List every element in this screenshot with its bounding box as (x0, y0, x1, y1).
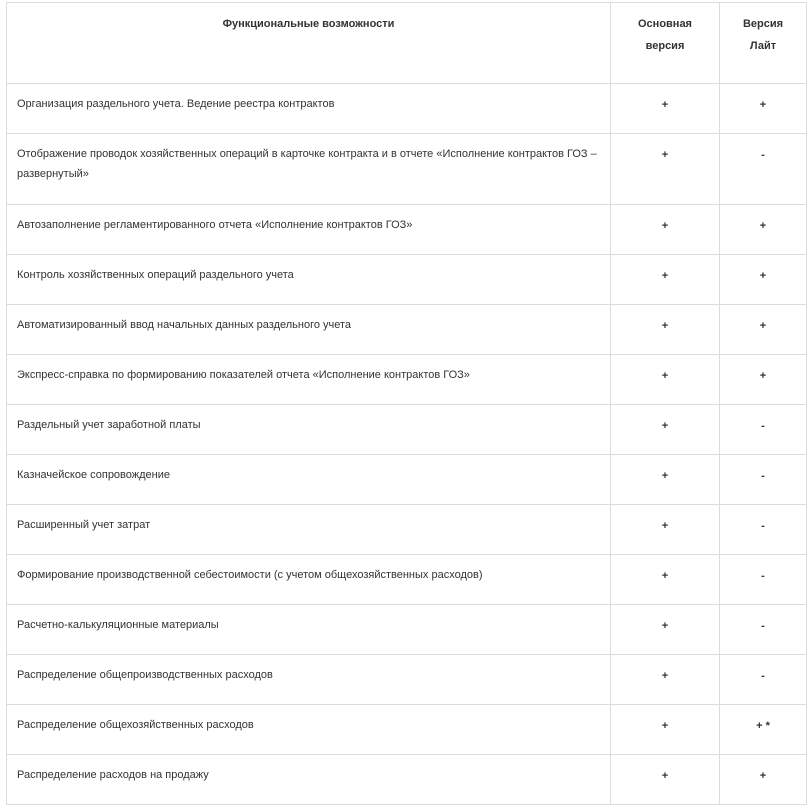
feature-cell: Распределение общехозяйственных расходов (7, 705, 611, 755)
table-row (7, 255, 807, 305)
main-version-cell: + (611, 705, 720, 755)
header-main-version (611, 3, 720, 84)
lite-version-cell: + * (720, 705, 807, 755)
lite-version-cell: - (720, 405, 807, 455)
feature-cell: Автозаполнение регламентированного отчета «Исполнение контрактов ГОЗ» (7, 205, 611, 255)
table-row (7, 455, 807, 505)
feature-cell: Организация раздельного учета. Ведение реестра контрактов (7, 84, 611, 134)
lite-version-cell: + (720, 205, 807, 255)
main-version-cell: + (611, 405, 720, 455)
table-row (7, 134, 807, 205)
main-version-cell: + (611, 655, 720, 705)
feature-cell: Раздельный учет заработной платы (7, 405, 611, 455)
feature-cell: Автоматизированный ввод начальных данных раздельного учета (7, 305, 611, 355)
header-lite-line2: Лайт (749, 40, 777, 52)
table-row (7, 555, 807, 605)
features-comparison-table (6, 2, 807, 805)
table-row (7, 605, 807, 655)
table-row (7, 84, 807, 134)
header-features-label: Функциональные возможности (222, 18, 395, 30)
main-version-cell: + (611, 305, 720, 355)
header-row (7, 3, 807, 84)
main-version-cell: + (611, 255, 720, 305)
header-main-line2: версия (645, 40, 685, 52)
feature-cell: Распределение общепроизводственных расходов (7, 655, 611, 705)
main-version-cell: + (611, 355, 720, 405)
feature-cell: Казначейское сопровождение (7, 455, 611, 505)
table-header (7, 3, 807, 84)
feature-cell: Контроль хозяйственных операций раздельного учета (7, 255, 611, 305)
lite-version-cell: - (720, 605, 807, 655)
table-row (7, 755, 807, 805)
table-row (7, 505, 807, 555)
feature-cell: Формирование производственной себестоимости (с учетом общехозяйственных расходов) (7, 555, 611, 605)
feature-cell: Расширенный учет затрат (7, 505, 611, 555)
header-lite-version (720, 3, 807, 84)
main-version-cell: + (611, 555, 720, 605)
lite-version-cell: + (720, 305, 807, 355)
table-row (7, 405, 807, 455)
table-row (7, 305, 807, 355)
table-row (7, 205, 807, 255)
table-body (7, 84, 807, 805)
lite-version-cell: - (720, 455, 807, 505)
main-version-cell: + (611, 755, 720, 805)
table-row (7, 705, 807, 755)
table-row (7, 655, 807, 705)
lite-version-cell: + (720, 84, 807, 134)
lite-version-cell: - (720, 655, 807, 705)
lite-version-cell: - (720, 505, 807, 555)
table-row (7, 355, 807, 405)
feature-cell: Отображение проводок хозяйственных операций в карточке контракта и в отчете «Исполнение контрактов ГОЗ – развернутый» (7, 134, 611, 205)
main-version-cell: + (611, 505, 720, 555)
main-version-cell: + (611, 84, 720, 134)
feature-cell: Расчетно-калькуляционные материалы (7, 605, 611, 655)
header-features (7, 3, 611, 84)
main-version-cell: + (611, 205, 720, 255)
header-main-line1: Основная (638, 18, 692, 30)
feature-cell: Распределение расходов на продажу (7, 755, 611, 805)
main-version-cell: + (611, 134, 720, 205)
lite-version-cell: - (720, 555, 807, 605)
header-lite-line1: Версия (742, 18, 784, 30)
feature-cell: Экспресс-справка по формированию показателей отчета «Исполнение контрактов ГОЗ» (7, 355, 611, 405)
lite-version-cell: + (720, 755, 807, 805)
main-version-cell: + (611, 455, 720, 505)
lite-version-cell: + (720, 355, 807, 405)
lite-version-cell: + (720, 255, 807, 305)
main-version-cell: + (611, 605, 720, 655)
lite-version-cell: - (720, 134, 807, 205)
